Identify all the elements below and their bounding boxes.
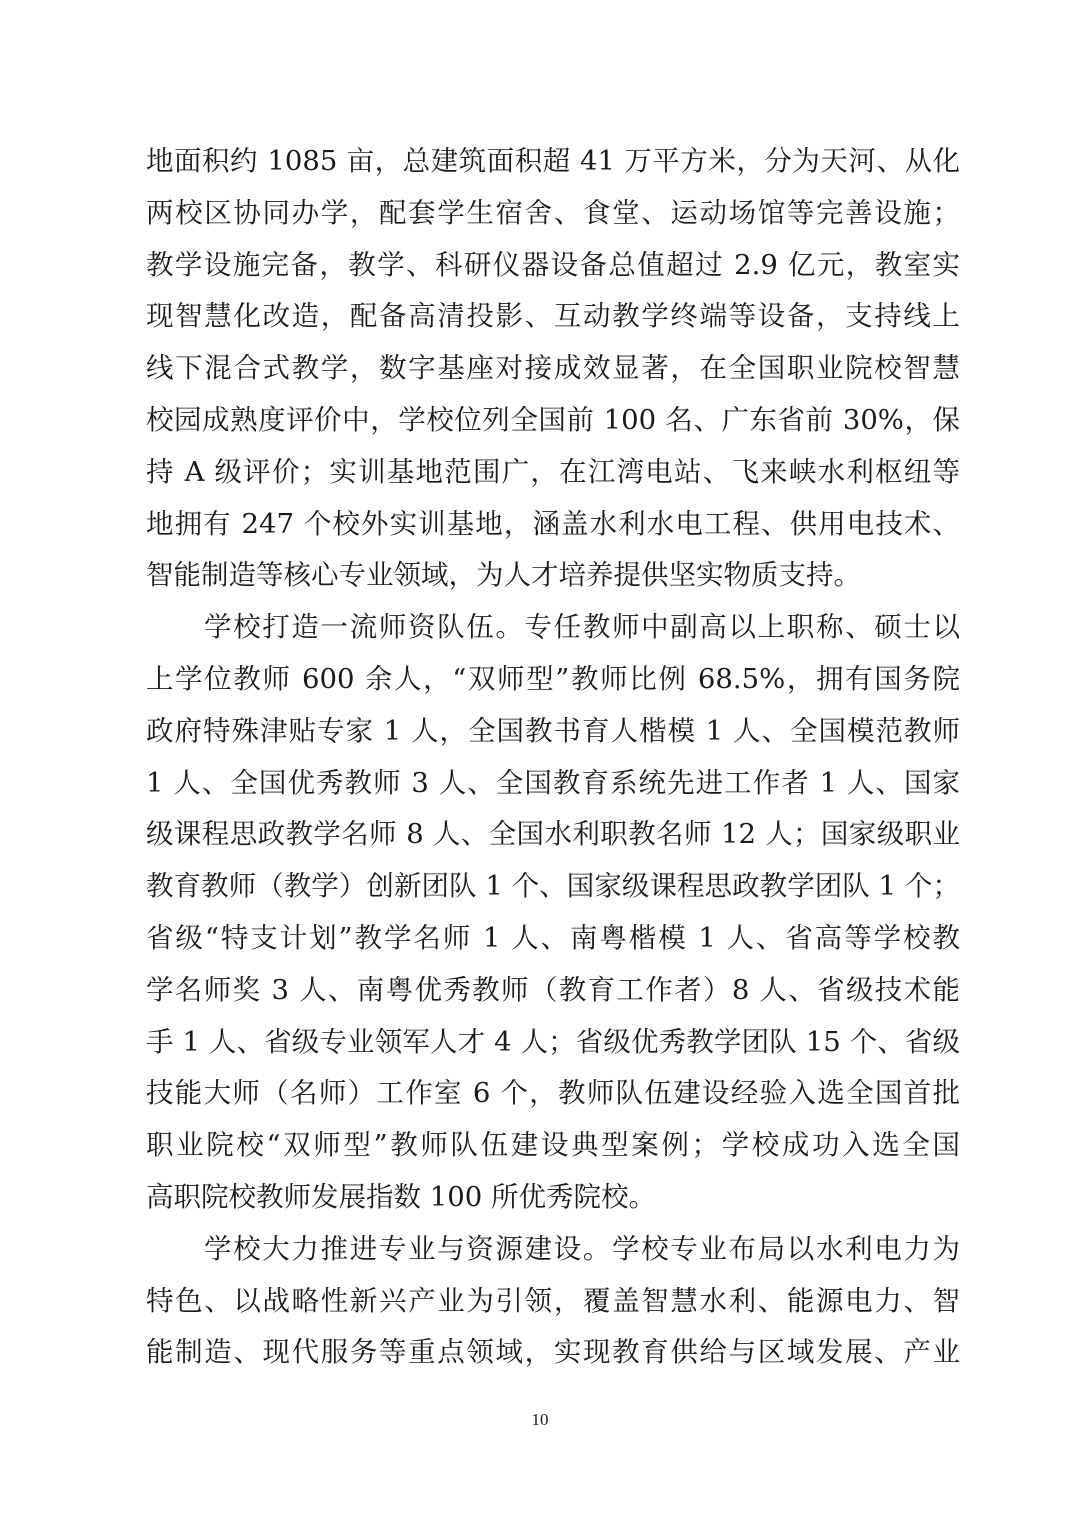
text-line: 校园成熟度评价中，学校位列全国前 100 名、广东省前 30%，保: [146, 403, 960, 436]
text-line: 特色、以战略性新兴产业为引领，覆盖智慧水利、能源电力、智: [146, 1284, 960, 1317]
page-number: 10: [531, 1410, 549, 1429]
text-line: 学校大力推进专业与资源建设。学校专业布局以水利电力为: [204, 1232, 960, 1265]
text-line: 能制造、现代服务等重点领域，实现教育供给与区域发展、产业: [146, 1336, 960, 1369]
text-line: 学校打造一流师资队伍。专任教师中副高以上职称、硕士以: [204, 611, 960, 644]
text-line: 1 人、全国优秀教师 3 人、全国教育系统先进工作者 1 人、国家: [146, 766, 960, 799]
text-line: 级课程思政教学名师 8 人、全国水利职教名师 12 人；国家级职业: [146, 818, 960, 851]
text-line: 线下混合式教学，数字基座对接成效显著，在全国职业院校智慧: [146, 352, 960, 385]
text-line: 学名师奖 3 人、南粤优秀教师（教育工作者）8 人、省级技术能: [146, 973, 960, 1006]
text-line: 持 A 级评价；实训基地范围广，在江湾电站、飞来峡水利枢纽等: [146, 455, 960, 488]
text-line: 教育教师（教学）创新团队 1 个、国家级课程思政教学团队 1 个；: [146, 870, 960, 903]
text-line: 现智慧化改造，配备高清投影、互动教学终端等设备，支持线上: [146, 300, 960, 333]
body-text: [146, 136, 960, 1379]
text-line: 省级“特支计划”教学名师 1 人、南粤楷模 1 人、省高等学校教: [146, 921, 960, 954]
paragraph-campus-facilities: [146, 136, 960, 602]
text-line: 上学位教师 600 余人，“双师型”教师比例 68.5%，拥有国务院: [146, 662, 960, 695]
text-line: 职业院校“双师型”教师队伍建设典型案例；学校成功入选全国: [146, 1129, 960, 1162]
text-line: 高职院校教师发展指数 100 所优秀院校。: [146, 1180, 656, 1213]
text-line: 政府特殊津贴专家 1 人，全国教书育人楷模 1 人、全国模范教师: [146, 714, 960, 747]
text-line: 教学设施完备，教学、科研仪器设备总值超过 2.9 亿元，教室实: [146, 248, 960, 281]
paragraph-faculty: [146, 602, 960, 1224]
paragraph-programs: [146, 1224, 960, 1379]
text-line: 地拥有 247 个校外实训基地，涵盖水利水电工程、供用电技术、: [146, 507, 960, 540]
text-line: 地面积约 1085 亩，总建筑面积超 41 万平方米，分为天河、从化: [146, 145, 960, 177]
text-line: 两校区协同办学，配套学生宿舍、食堂、运动场馆等完善设施；: [146, 196, 960, 229]
text-line: 技能大师（名师）工作室 6 个，教师队伍建设经验入选全国首批: [146, 1077, 960, 1110]
text-line: 手 1 人、省级专业领军人才 4 人；省级优秀教学团队 15 个、省级: [146, 1025, 960, 1058]
text-line: 智能制造等核心专业领域，为人才培养提供坚实物质支持。: [146, 559, 861, 592]
